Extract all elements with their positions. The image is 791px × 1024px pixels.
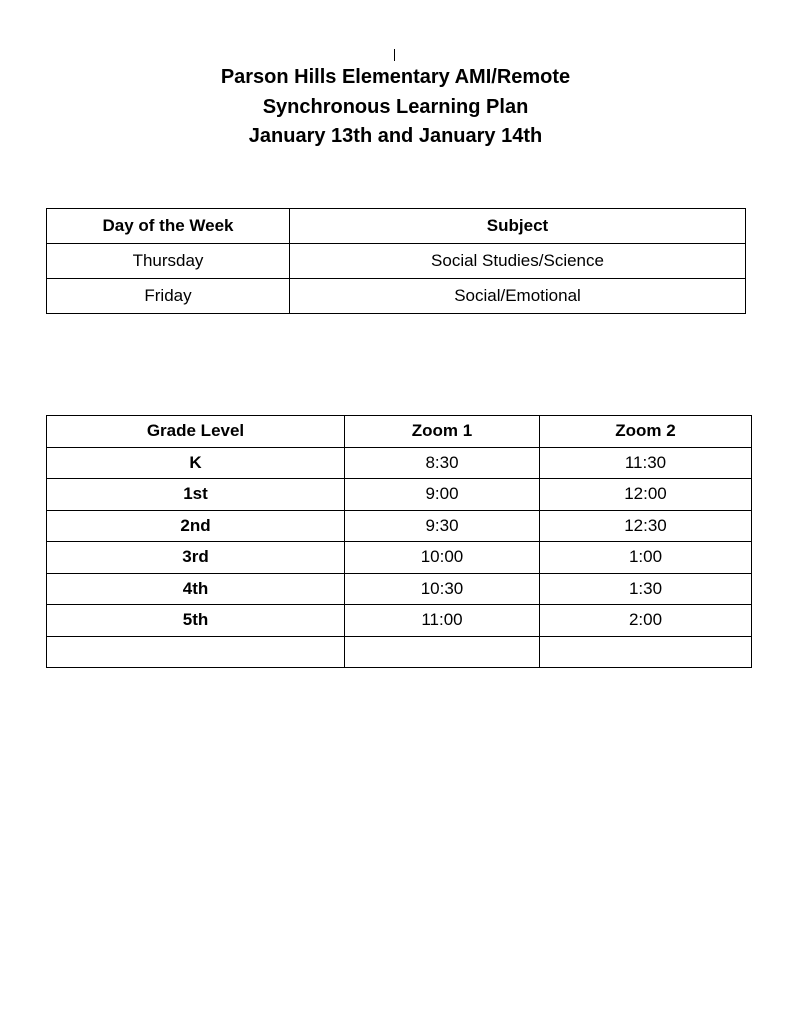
zoom1-time-cell: 11:00 <box>345 605 540 637</box>
subject-cell: Social Studies/Science <box>290 244 746 279</box>
grade-cell: K <box>47 447 345 479</box>
table-row <box>47 542 752 574</box>
table-row <box>47 573 752 605</box>
zoom2-time-cell: 1:00 <box>540 542 752 574</box>
title-line-plan: Synchronous Learning Plan <box>262 95 529 118</box>
page-title <box>0 63 791 152</box>
title-line-dates: January 13th and January 14th <box>248 125 543 147</box>
column-header-subject: Subject <box>290 209 746 244</box>
zoom2-time-cell: 11:30 <box>540 447 752 479</box>
grade-cell: 1st <box>47 479 345 511</box>
zoom1-time-cell: 10:00 <box>345 542 540 574</box>
zoom1-time-cell: 9:00 <box>345 479 540 511</box>
column-header-zoom1: Zoom 1 <box>345 416 540 448</box>
zoom1-time-cell: 8:30 <box>345 447 540 479</box>
zoom1-time-cell: 10:30 <box>345 573 540 605</box>
zoom2-time-cell: 2:00 <box>540 605 752 637</box>
zoom2-time-cell: 12:00 <box>540 479 752 511</box>
column-header-day: Day of the Week <box>47 209 290 244</box>
table-row <box>47 510 752 542</box>
zoom1-time-cell: 9:30 <box>345 510 540 542</box>
subject-cell: Social/Emotional <box>290 279 746 314</box>
day-cell: Friday <box>47 279 290 314</box>
table-row-empty <box>47 636 752 668</box>
day-cell: Thursday <box>47 244 290 279</box>
table-row <box>47 244 746 279</box>
grade-cell <box>47 636 345 668</box>
grade-cell: 4th <box>47 573 345 605</box>
table-row <box>47 605 752 637</box>
zoom2-time-cell: 12:30 <box>540 510 752 542</box>
table-row <box>47 479 752 511</box>
table-row <box>47 447 752 479</box>
grade-cell: 3rd <box>47 542 345 574</box>
zoom2-time-cell: 1:30 <box>540 573 752 605</box>
subject-schedule-table <box>46 208 746 314</box>
table-header-row <box>47 209 746 244</box>
table-row <box>47 279 746 314</box>
column-header-grade: Grade Level <box>47 416 345 448</box>
table-header-row <box>47 416 752 448</box>
zoom1-time-cell <box>345 636 540 668</box>
column-header-zoom2: Zoom 2 <box>540 416 752 448</box>
grade-cell: 5th <box>47 605 345 637</box>
text-cursor-mark <box>394 49 395 61</box>
title-line-school: Parson Hills Elementary AMI/Remote <box>220 66 571 88</box>
zoom-schedule-table <box>46 415 752 668</box>
grade-cell: 2nd <box>47 510 345 542</box>
zoom2-time-cell <box>540 636 752 668</box>
